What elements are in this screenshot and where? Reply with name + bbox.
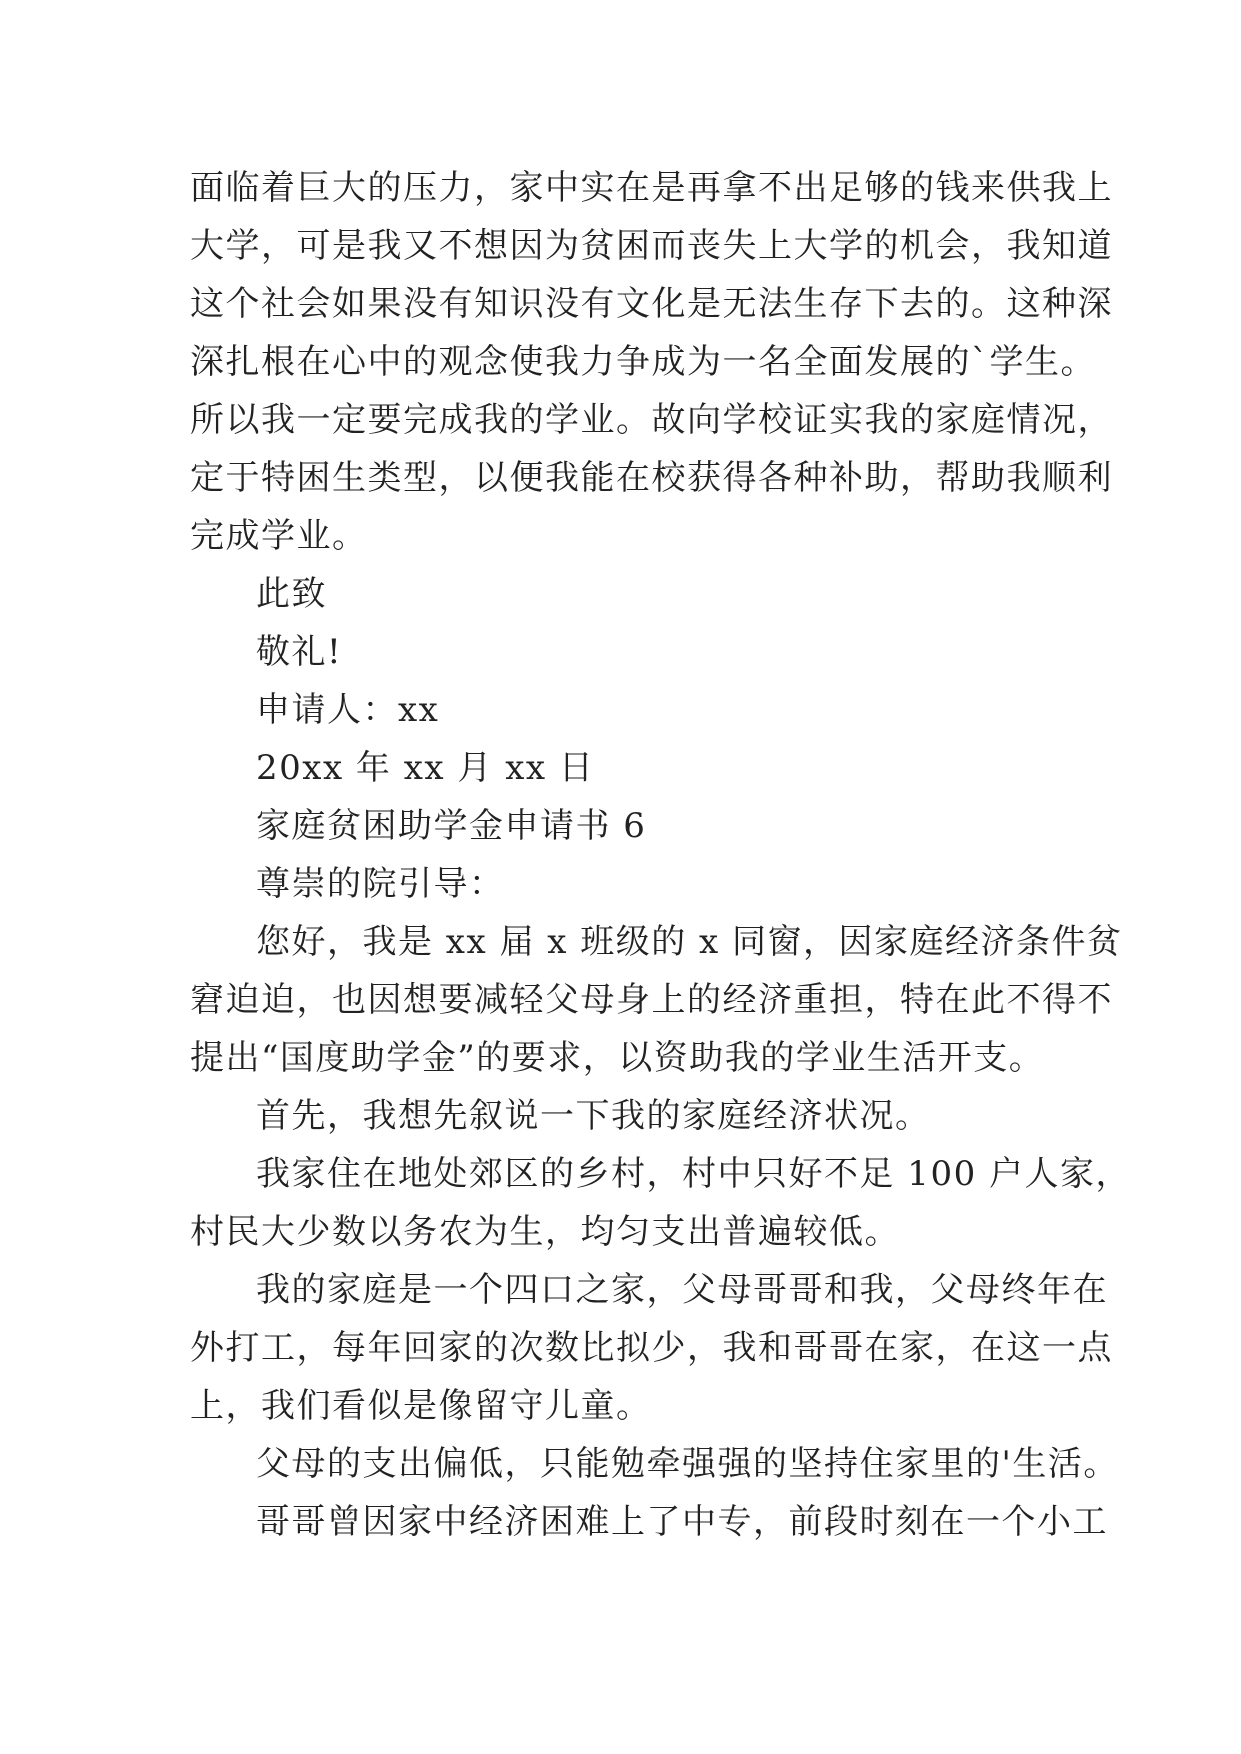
closing-regards: 敬礼! xyxy=(256,632,343,672)
section-title: 家庭贫困助学金申请书 6 xyxy=(256,806,647,846)
text-line: 父母的支出偏低，只能勉牵强强的坚持住家里的'生活。 xyxy=(256,1444,1119,1484)
text-line: 提出“国度助学金”的要求，以资助我的学业生活开支。 xyxy=(190,1038,1045,1078)
text-line: 大学，可是我又不想因为贫困而丧失上大学的机会，我知道 xyxy=(190,226,1113,266)
text-line: 所以我一定要完成我的学业。故向学校证实我的家庭情况， xyxy=(190,400,1113,440)
text-line: 定于特困生类型，以便我能在校获得各种补助，帮助我顺利 xyxy=(190,458,1113,498)
text-line: 首先，我想先叙说一下我的家庭经济状况。 xyxy=(256,1096,931,1136)
greeting: 尊崇的院引导： xyxy=(256,864,505,904)
text-line: 外打工，每年回家的次数比拟少，我和哥哥在家，在这一点 xyxy=(190,1328,1113,1368)
text-line: 我的家庭是一个四口之家，父母哥哥和我，父母终年在 xyxy=(256,1270,1108,1310)
applicant-signature: 申请人：xx xyxy=(256,690,440,730)
text-line: 这个社会如果没有知识没有文化是无法生存下去的。这种深 xyxy=(190,284,1113,324)
date-line: 20xx 年 xx 月 xx 日 xyxy=(256,748,595,788)
text-line: 哥哥曾因家中经济困难上了中专，前段时刻在一个小工 xyxy=(256,1502,1108,1542)
text-line: 完成学业。 xyxy=(190,516,368,556)
closing-salutation: 此致 xyxy=(256,574,327,614)
text-line: 深扎根在心中的观念使我力争成为一名全面发展的`学生。 xyxy=(190,342,1096,382)
text-line: 我家住在地处郊区的乡村，村中只好不足 100 户人家， xyxy=(256,1154,1132,1194)
text-line: 窘迫迫，也因想要减轻父母身上的经济重担，特在此不得不 xyxy=(190,980,1113,1020)
text-line: 村民大少数以务农为生，均匀支出普遍较低。 xyxy=(190,1212,900,1252)
text-line: 面临着巨大的压力，家中实在是再拿不出足够的钱来供我上 xyxy=(190,168,1113,208)
text-line: 上，我们看似是像留守儿童。 xyxy=(190,1386,652,1426)
text-line: 您好，我是 xx 届 x 班级的 x 同窗，因家庭经济条件贫 xyxy=(256,922,1123,962)
